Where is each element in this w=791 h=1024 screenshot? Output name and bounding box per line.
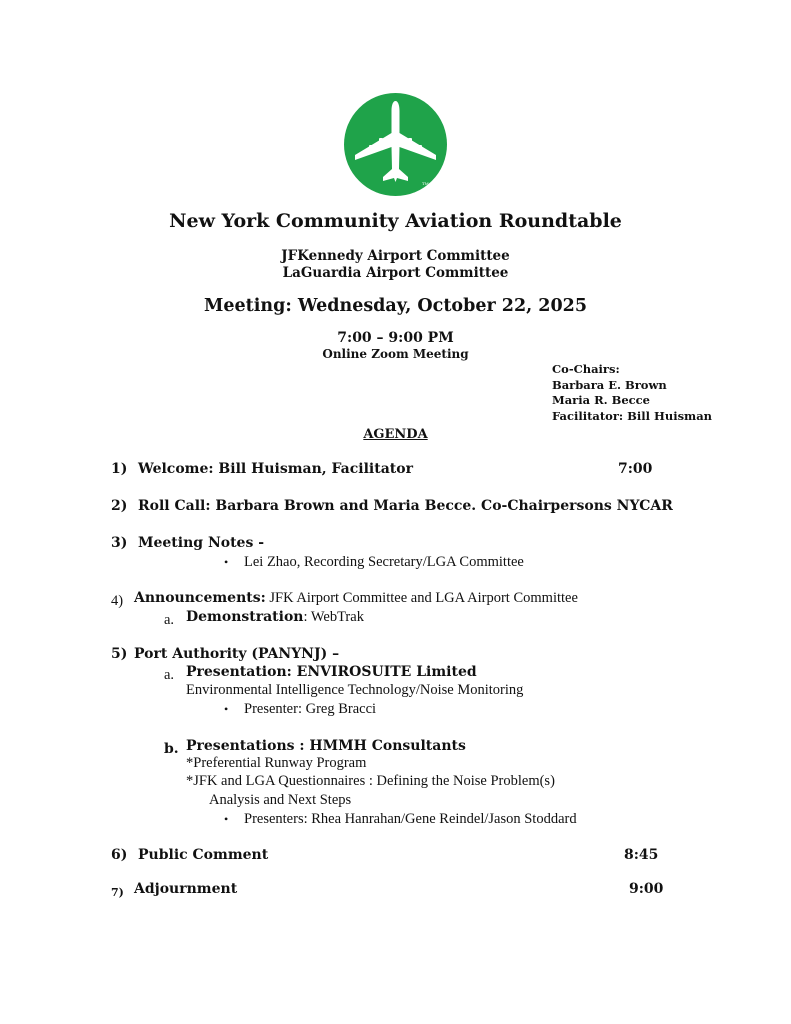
- item-number: 4): [111, 593, 124, 609]
- agenda-item-7: [111, 881, 238, 900]
- item-time: 9:00: [629, 881, 664, 897]
- agenda-item-4: [111, 590, 578, 610]
- sub-letter: a.: [164, 667, 175, 683]
- agenda-heading: AGENDA: [363, 427, 428, 442]
- item-number: 2): [111, 498, 128, 514]
- meeting-date: Meeting: Wednesday, October 22, 2025: [203, 296, 588, 316]
- facilitator-name: Facilitator: Bill Huisman: [552, 408, 713, 423]
- co-chair-name: Maria R. Becce: [552, 393, 650, 407]
- committee-jfk: JFKennedy Airport Committee: [281, 248, 510, 264]
- agenda-item-3: [111, 535, 265, 551]
- item-label: Announcements:: [134, 590, 266, 606]
- sub-item-line: *Preferential Runway Program: [186, 755, 367, 771]
- sub-letter: b.: [164, 741, 179, 757]
- aviation-roundtable-logo: [344, 93, 447, 196]
- item-number: 5): [111, 646, 128, 662]
- airplane-icon: [344, 93, 447, 196]
- bullet-item: • Presenters: Rhea Hanrahan/Gene Reindel/Jason Stoddard: [224, 811, 577, 827]
- item-label: Port Authority (PANYNJ) –: [134, 646, 340, 662]
- committee-lga: LaGuardia Airport Committee: [282, 265, 509, 281]
- agenda-item-2: [111, 498, 673, 514]
- meeting-location: Online Zoom Meeting: [322, 347, 469, 361]
- item-label: Meeting Notes -: [138, 535, 265, 551]
- bullet-item: • Lei Zhao, Recording Secretary/LGA Committee: [224, 554, 524, 570]
- item-label: Roll Call: Barbara Brown and Maria Becce. Co-Chairpersons NYCAR: [138, 498, 673, 514]
- agenda-item-5: [111, 646, 340, 662]
- officers-block: [552, 362, 712, 424]
- item-label: Welcome: Bill Huisman, Facilitator: [138, 461, 413, 477]
- bullet-icon: •: [224, 702, 229, 716]
- item-label: Public Comment: [138, 847, 269, 863]
- bullet-icon: •: [224, 812, 229, 826]
- co-chair-name: Barbara E. Brown: [552, 377, 667, 392]
- item-text: JFK Airport Committee and LGA Airport Committee: [265, 590, 578, 606]
- item-label: Adjournment: [134, 881, 238, 897]
- sub-item-5b: b. Presentations : HMMH Consultants: [164, 738, 466, 757]
- meeting-time: 7:00 – 9:00 PM: [337, 330, 454, 346]
- item-number: 3): [111, 535, 128, 551]
- agenda-item-6: [111, 847, 269, 863]
- item-number: 1): [111, 461, 128, 477]
- item-time: 8:45: [624, 847, 659, 863]
- sub-letter: a.: [164, 612, 175, 628]
- sub-item-4a: a. Demonstration: WebTrak: [164, 609, 364, 628]
- sub-item-5a: a. Presentation: ENVIROSUITE Limited: [164, 664, 477, 683]
- bullet-icon: •: [224, 555, 229, 569]
- item-number: 6): [111, 847, 128, 863]
- item-number: 7): [111, 886, 124, 899]
- sub-item-line: *JFK and LGA Questionnaires : Defining the Noise Problem(s): [186, 773, 555, 789]
- sub-item-line: Environmental Intelligence Technology/Noise Monitoring: [186, 682, 524, 698]
- agenda-item-1: [111, 461, 413, 477]
- co-chairs-label: Co-Chairs:: [552, 362, 620, 376]
- organization-title: New York Community Aviation Roundtable: [169, 210, 622, 232]
- item-time: 7:00: [618, 461, 653, 477]
- sub-item-line: Analysis and Next Steps: [209, 792, 352, 808]
- bullet-item: • Presenter: Greg Bracci: [224, 701, 377, 717]
- trademark-mark: TM: [422, 181, 429, 186]
